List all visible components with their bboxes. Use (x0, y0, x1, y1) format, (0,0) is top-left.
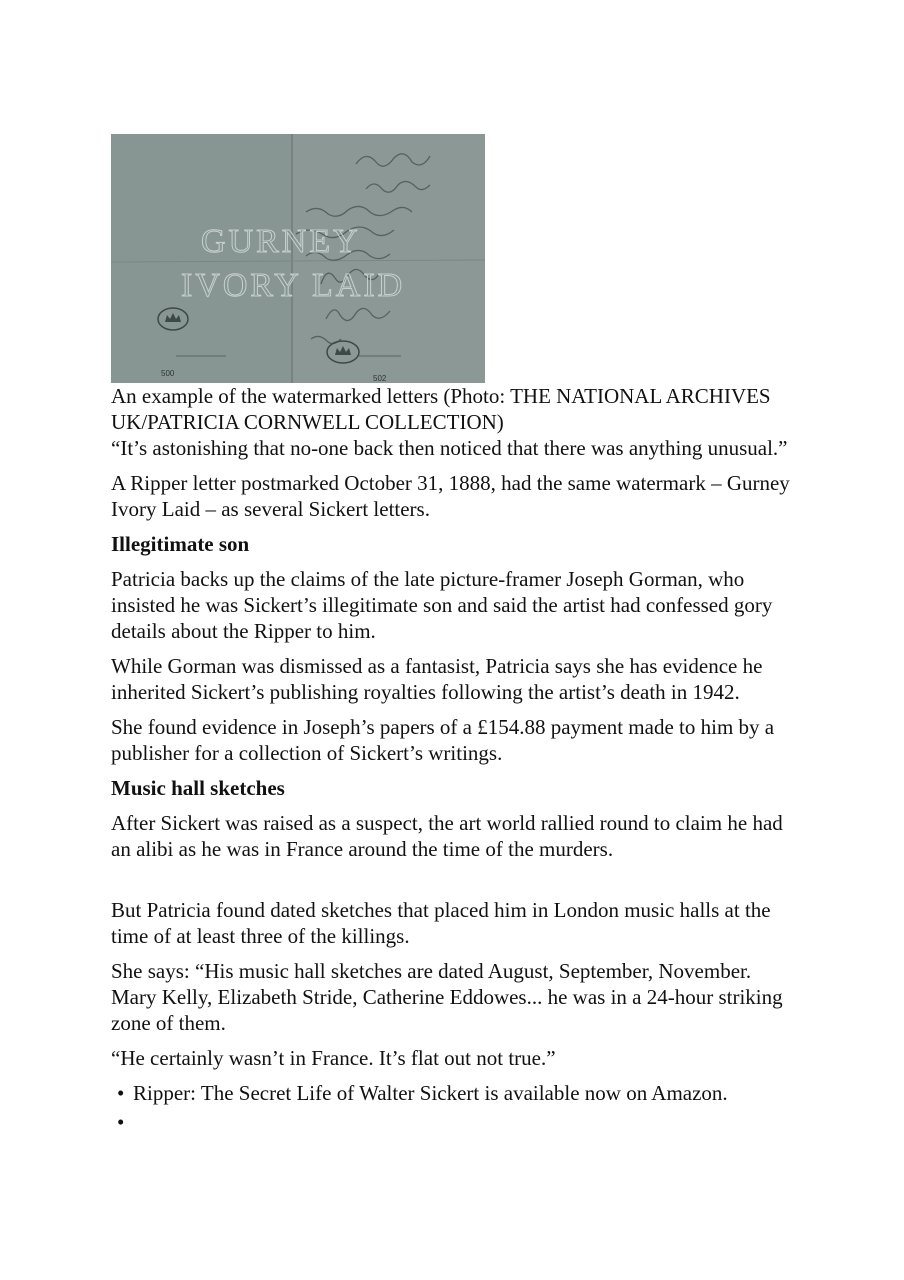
list-item-text[interactable]: Ripper: The Secret Life of Walter Sickert is available now on Amazon. (133, 1081, 728, 1105)
paragraph: “It’s astonishing that no-one back then noticed that there was anything unusual.” (111, 436, 788, 460)
spacer (111, 871, 801, 897)
bullet-icon: • (117, 1110, 125, 1134)
subheading-illegitimate-son: Illegitimate son (111, 532, 250, 556)
paragraph: “He certainly wasn’t in France. It’s flat out not true.” (111, 1046, 556, 1070)
paragraph: She found evidence in Joseph’s papers of a £154.88 payment made to him by a publisher for a collection of Sickert’s writings. (111, 715, 775, 765)
bullet-icon: • (117, 1081, 125, 1105)
list-item (111, 1109, 801, 1135)
paragraph: But Patricia found dated sketches that placed him in London music halls at the time of at least three of the killings. (111, 898, 771, 948)
watermark-text-2: IVORY LAID (181, 267, 406, 304)
letter-image (111, 134, 485, 383)
corner-number-left: 500 (161, 369, 175, 378)
subheading-music-hall-sketches: Music hall sketches (111, 776, 285, 800)
watermarked-letter-photo (111, 134, 485, 383)
list-item[interactable] (111, 1080, 801, 1106)
photo-caption: An example of the watermarked letters (Photo: THE NATIONAL ARCHIVES UK/PATRICIA CORNWELL COLLECTION) (111, 384, 771, 434)
corner-number-right: 502 (373, 374, 387, 383)
bullet-list (111, 1080, 801, 1135)
watermark-text-1: GURNEY (201, 223, 361, 260)
article-body (111, 134, 801, 1138)
paragraph: Patricia backs up the claims of the late picture-framer Joseph Gorman, who insisted he was Sickert’s illegitimate son and said the artist had confessed gory details about the Ripper to him. (111, 567, 773, 643)
paragraph: After Sickert was raised as a suspect, the art world rallied round to claim he had an alibi as he was in France around the time of the murders. (111, 811, 783, 861)
paragraph: A Ripper letter postmarked October 31, 1888, had the same watermark – Gurney Ivory Laid – as several Sickert letters. (111, 471, 790, 521)
paragraph: While Gorman was dismissed as a fantasist, Patricia says she has evidence he inherited Sickert’s publishing royalties following the artist’s death in 1942. (111, 654, 763, 704)
paragraph: She says: “His music hall sketches are dated August, September, November. Mary Kelly, Elizabeth Stride, Catherine Eddowes... he was in a 24-hour striking zone of them. (111, 959, 783, 1035)
